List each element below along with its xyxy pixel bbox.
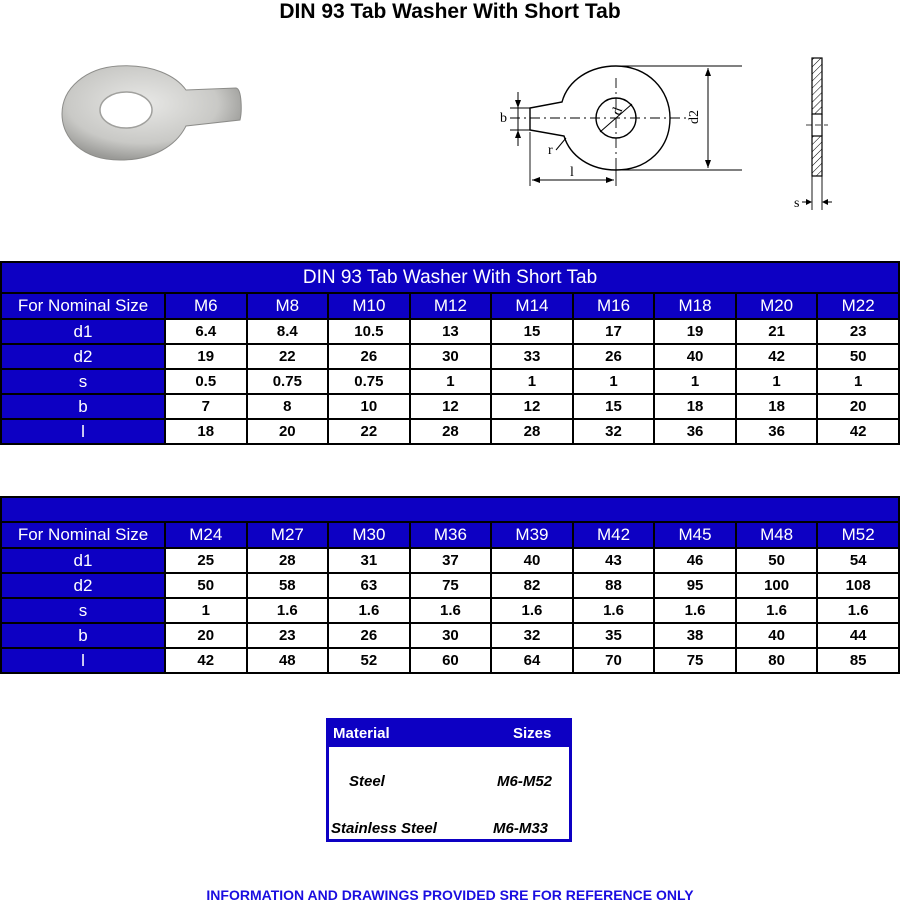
size-header: M16 xyxy=(573,293,655,319)
row-label: b xyxy=(1,394,165,419)
table-cell: 48 xyxy=(247,648,329,673)
table-cell: 43 xyxy=(573,548,655,573)
size-header: M39 xyxy=(491,522,573,548)
table-cell: 63 xyxy=(328,573,410,598)
table-row xyxy=(1,573,899,598)
table-cell: 1 xyxy=(817,369,899,394)
size-header: M52 xyxy=(817,522,899,548)
material-sizes: M6-M52 xyxy=(497,773,553,790)
size-header: M6 xyxy=(165,293,247,319)
table-cell: 38 xyxy=(654,623,736,648)
size-header: M20 xyxy=(736,293,818,319)
table-cell: 25 xyxy=(165,548,247,573)
material-header xyxy=(329,721,569,747)
dim-s-label: s xyxy=(794,196,800,211)
disclaimer-footer: INFORMATION AND DRAWINGS PROVIDED SRE FOR REFERENCE ONLY xyxy=(206,887,694,903)
row-label: d2 xyxy=(1,344,165,369)
size-header: M27 xyxy=(247,522,329,548)
table-row xyxy=(1,394,899,419)
table-cell: 1.6 xyxy=(817,598,899,623)
table-cell: 80 xyxy=(736,648,818,673)
table-cell: 28 xyxy=(491,419,573,444)
size-header: M45 xyxy=(654,522,736,548)
table-cell: 23 xyxy=(247,623,329,648)
table-cell: 32 xyxy=(491,623,573,648)
table-row xyxy=(1,548,899,573)
table-cell: 58 xyxy=(247,573,329,598)
table-cell: 64 xyxy=(491,648,573,673)
table-cell: 0.75 xyxy=(328,369,410,394)
table-cell: 42 xyxy=(817,419,899,444)
row-label: s xyxy=(1,598,165,623)
table-row xyxy=(1,419,899,444)
table-cell: 35 xyxy=(573,623,655,648)
table-row xyxy=(1,623,899,648)
header-label: For Nominal Size xyxy=(1,293,165,319)
table-cell: 18 xyxy=(736,394,818,419)
table-cell: 46 xyxy=(654,548,736,573)
size-header: M48 xyxy=(736,522,818,548)
table-row xyxy=(1,319,899,344)
table-cell: 20 xyxy=(817,394,899,419)
size-header: M10 xyxy=(328,293,410,319)
table-cell: 50 xyxy=(736,548,818,573)
size-header: M18 xyxy=(654,293,736,319)
table-cell: 33 xyxy=(491,344,573,369)
table-cell: 1 xyxy=(491,369,573,394)
row-label: d2 xyxy=(1,573,165,598)
table-cell: 82 xyxy=(491,573,573,598)
dim-d1-label: d xyxy=(609,105,627,118)
dim-l-label: l xyxy=(570,165,574,180)
table-cell: 13 xyxy=(410,319,492,344)
table-cell: 75 xyxy=(654,648,736,673)
table-cell: 22 xyxy=(247,344,329,369)
table-cell: 23 xyxy=(817,319,899,344)
size-header: M14 xyxy=(491,293,573,319)
table-cell: 100 xyxy=(736,573,818,598)
table-cell: 21 xyxy=(736,319,818,344)
table-cell: 75 xyxy=(410,573,492,598)
header-label: For Nominal Size xyxy=(1,522,165,548)
table-cell: 15 xyxy=(573,394,655,419)
table-row xyxy=(1,598,899,623)
table-cell: 40 xyxy=(736,623,818,648)
washer-photo xyxy=(58,58,248,168)
table-cell: 22 xyxy=(328,419,410,444)
size-header: M42 xyxy=(573,522,655,548)
table-cell: 1.6 xyxy=(410,598,492,623)
material-name: Steel xyxy=(349,773,385,790)
size-header: M8 xyxy=(247,293,329,319)
washer-section-view xyxy=(360,52,880,222)
table-cell: 6.4 xyxy=(165,319,247,344)
material-sizes: M6-M33 xyxy=(493,820,549,837)
spec-table-1 xyxy=(0,261,900,445)
table-cell: 1.6 xyxy=(736,598,818,623)
table-cell: 12 xyxy=(491,394,573,419)
dim-d2-label: d2 xyxy=(687,110,702,124)
table-cell: 1 xyxy=(654,369,736,394)
material-col-header: Material xyxy=(333,725,390,742)
table-cell: 108 xyxy=(817,573,899,598)
material-table xyxy=(326,718,572,842)
table-cell: 31 xyxy=(328,548,410,573)
table-cell: 19 xyxy=(654,319,736,344)
table-cell: 1 xyxy=(410,369,492,394)
table-cell: 20 xyxy=(165,623,247,648)
table-cell: 1.6 xyxy=(654,598,736,623)
table-cell: 26 xyxy=(328,344,410,369)
table-cell: 26 xyxy=(573,344,655,369)
sizes-col-header: Sizes xyxy=(513,725,552,742)
table-cell: 50 xyxy=(165,573,247,598)
table-cell: 1.6 xyxy=(247,598,329,623)
table-row xyxy=(1,648,899,673)
table-cell: 36 xyxy=(736,419,818,444)
table-cell: 30 xyxy=(410,344,492,369)
row-label: l xyxy=(1,648,165,673)
size-header: M30 xyxy=(328,522,410,548)
table-cell: 40 xyxy=(491,548,573,573)
table-cell: 17 xyxy=(573,319,655,344)
table-cell: 28 xyxy=(247,548,329,573)
table-cell: 0.5 xyxy=(165,369,247,394)
table-cell: 42 xyxy=(736,344,818,369)
size-header: M22 xyxy=(817,293,899,319)
size-header: M24 xyxy=(165,522,247,548)
table-cell: 1 xyxy=(573,369,655,394)
table-row xyxy=(1,344,899,369)
table-cell: 32 xyxy=(573,419,655,444)
table-cell: 8 xyxy=(247,394,329,419)
row-label: s xyxy=(1,369,165,394)
table-cell: 30 xyxy=(410,623,492,648)
material-name: Stainless Steel xyxy=(331,820,437,837)
table-cell: 1.6 xyxy=(328,598,410,623)
table-cell: 37 xyxy=(410,548,492,573)
row-label: d1 xyxy=(1,319,165,344)
table-cell: 88 xyxy=(573,573,655,598)
table-cell: 1 xyxy=(736,369,818,394)
spec-table-2 xyxy=(0,496,900,674)
table-cell: 95 xyxy=(654,573,736,598)
table-cell: 42 xyxy=(165,648,247,673)
table-cell: 20 xyxy=(247,419,329,444)
table-cell: 10.5 xyxy=(328,319,410,344)
size-header: M36 xyxy=(410,522,492,548)
table-cell: 50 xyxy=(817,344,899,369)
row-label: l xyxy=(1,419,165,444)
table-cell: 60 xyxy=(410,648,492,673)
table-cell: 12 xyxy=(410,394,492,419)
table-cell: 18 xyxy=(654,394,736,419)
table-cell: 52 xyxy=(328,648,410,673)
table-cell: 85 xyxy=(817,648,899,673)
table-title: DIN 93 Tab Washer With Short Tab xyxy=(1,262,899,293)
table-cell: 10 xyxy=(328,394,410,419)
table-cell: 18 xyxy=(165,419,247,444)
table-cell: 36 xyxy=(654,419,736,444)
table-cell: 54 xyxy=(817,548,899,573)
size-header: M12 xyxy=(410,293,492,319)
row-label: d1 xyxy=(1,548,165,573)
table-cell: 0.75 xyxy=(247,369,329,394)
table-row xyxy=(1,369,899,394)
table-cell: 40 xyxy=(654,344,736,369)
table-title xyxy=(1,497,899,522)
dim-r-label: r xyxy=(548,143,553,158)
table-cell: 1.6 xyxy=(491,598,573,623)
table-cell: 26 xyxy=(328,623,410,648)
table-cell: 1 xyxy=(165,598,247,623)
row-label: b xyxy=(1,623,165,648)
dim-b-label: b xyxy=(500,111,507,126)
table-cell: 15 xyxy=(491,319,573,344)
table-cell: 28 xyxy=(410,419,492,444)
table-cell: 70 xyxy=(573,648,655,673)
table-cell: 7 xyxy=(165,394,247,419)
table-cell: 44 xyxy=(817,623,899,648)
table-cell: 19 xyxy=(165,344,247,369)
page-title: DIN 93 Tab Washer With Short Tab xyxy=(279,0,621,23)
table-cell: 1.6 xyxy=(573,598,655,623)
table-cell: 8.4 xyxy=(247,319,329,344)
